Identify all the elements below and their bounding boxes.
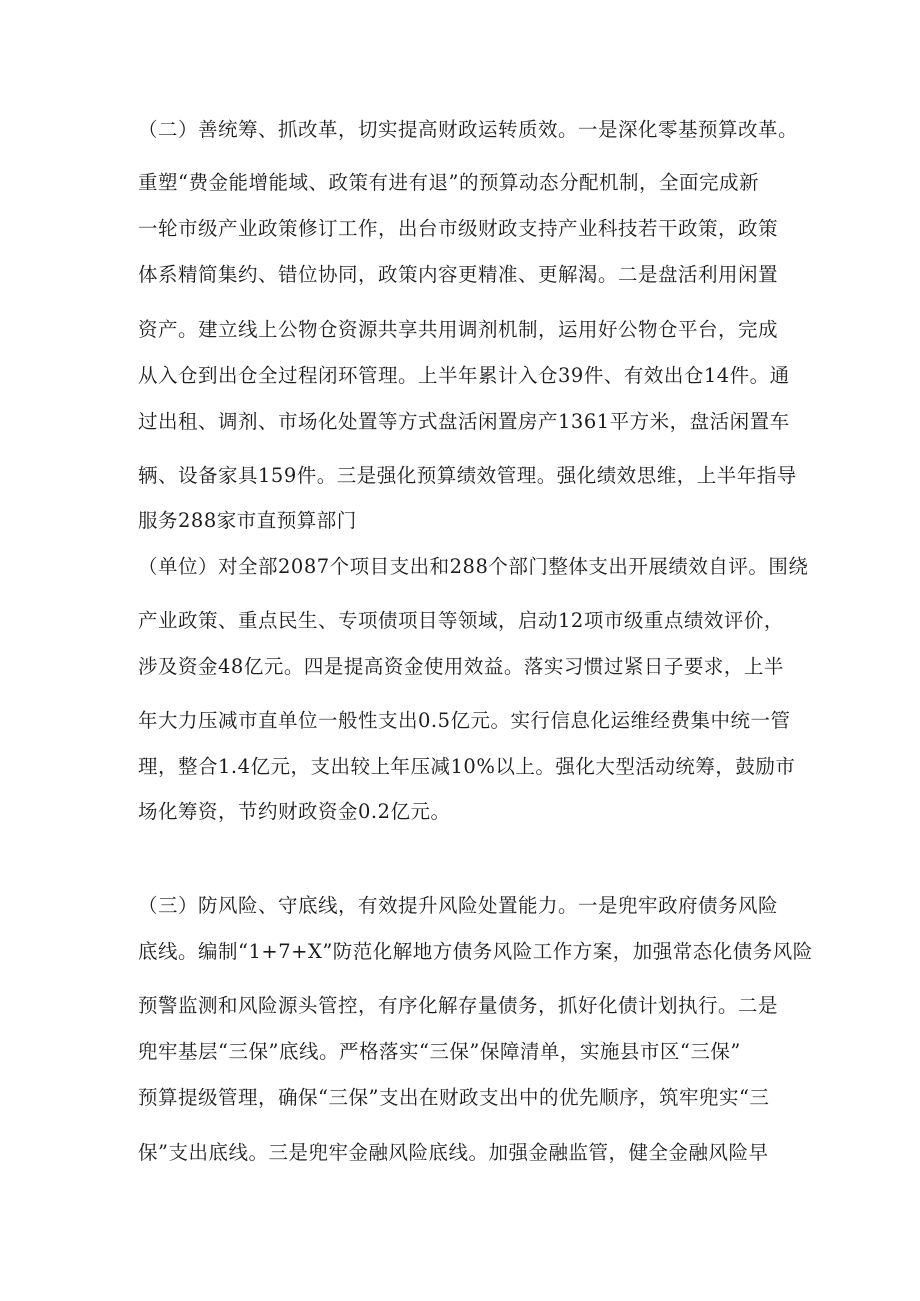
paragraph-3-line-2: 底线。编制“1+7+X”防范化解地方债务风险工作方案，加强常态化债务风险: [138, 940, 813, 963]
paragraph-3-line-4: 兜牢基层“三保”底线。严格落实“三保”保障清单，实施县市区“三保”: [138, 1040, 741, 1063]
paragraph-2-line-6: 场化筹资，节约财政资金0.2亿元。: [138, 800, 451, 823]
paragraph-1-line-4: 体系精简集约、错位协同，政策内容更精准、更解渴。二是盘活利用闲置: [138, 263, 779, 286]
paragraph-1-line-5: 资产。建立线上公物仓资源共享共用调剂机制，运用好公物仓平台，完成: [138, 318, 779, 341]
paragraph-1-line-6: 从入仓到出仓全过程闭环管理。上半年累计入仓39件、有效出仓14件。通: [138, 364, 790, 387]
paragraph-3-line-6: 保”支出底线。三是兜牢金融风险底线。加强金融监管，健全金融风险早: [138, 1141, 769, 1164]
paragraph-1-line-9: 服务288家市直预算部门: [138, 509, 357, 532]
paragraph-1-line-2: 重塑“费金能增能域、政策有进有退”的预算动态分配机制，全面完成新: [138, 171, 759, 194]
paragraph-2-line-1: （单位）对全部2087个项目支出和288个部门整体支出开展绩效自评。围绕: [138, 555, 809, 578]
paragraph-1-line-8: 辆、设备家具159件。三是强化预算绩效管理。强化绩效思维，上半年指导: [138, 464, 797, 487]
paragraph-3-line-5: 预算提级管理，确保“三保”支出在财政支出中的优先顺序，筑牢兜实“三: [138, 1086, 770, 1109]
paragraph-3-line-3: 预警监测和风险源头管控，有序化解存量债务，抓好化债计划执行。二是: [138, 994, 779, 1017]
paragraph-2-line-4: 年大力压减市直单位一般性支出0.5亿元。实行信息化运维经费集中统一管: [138, 709, 791, 732]
paragraph-2-line-3: 涉及资金48亿元。四是提高资金使用效益。落实习惯过紧日子要求，上半: [138, 655, 784, 678]
paragraph-3-line-1: （三）防风险、守底线，有效提升风险处置能力。一是兜牢政府债务风险: [138, 894, 779, 917]
paragraph-1-line-3: 一轮市级产业政策修订工作，出台市级财政支持产业科技若干政策，政策: [138, 217, 779, 240]
paragraph-2-line-5: 理，整合1.4亿元，支出较上年压减10%以上。强化大型活动统筹，鼓励市: [138, 755, 796, 778]
paragraph-2-line-2: 产业政策、重点民生、专项债项目等领域，启动12项市级重点绩效评价，: [138, 609, 784, 632]
paragraph-1-line-7: 过出租、调剂、市场化处置等方式盘活闲置房产1361平方米，盘活闲置车: [138, 410, 790, 433]
paragraph-1-line-1: （二）善统筹、抓改革，切实提高财政运转质效。一是深化零基预算改革。: [138, 118, 799, 141]
